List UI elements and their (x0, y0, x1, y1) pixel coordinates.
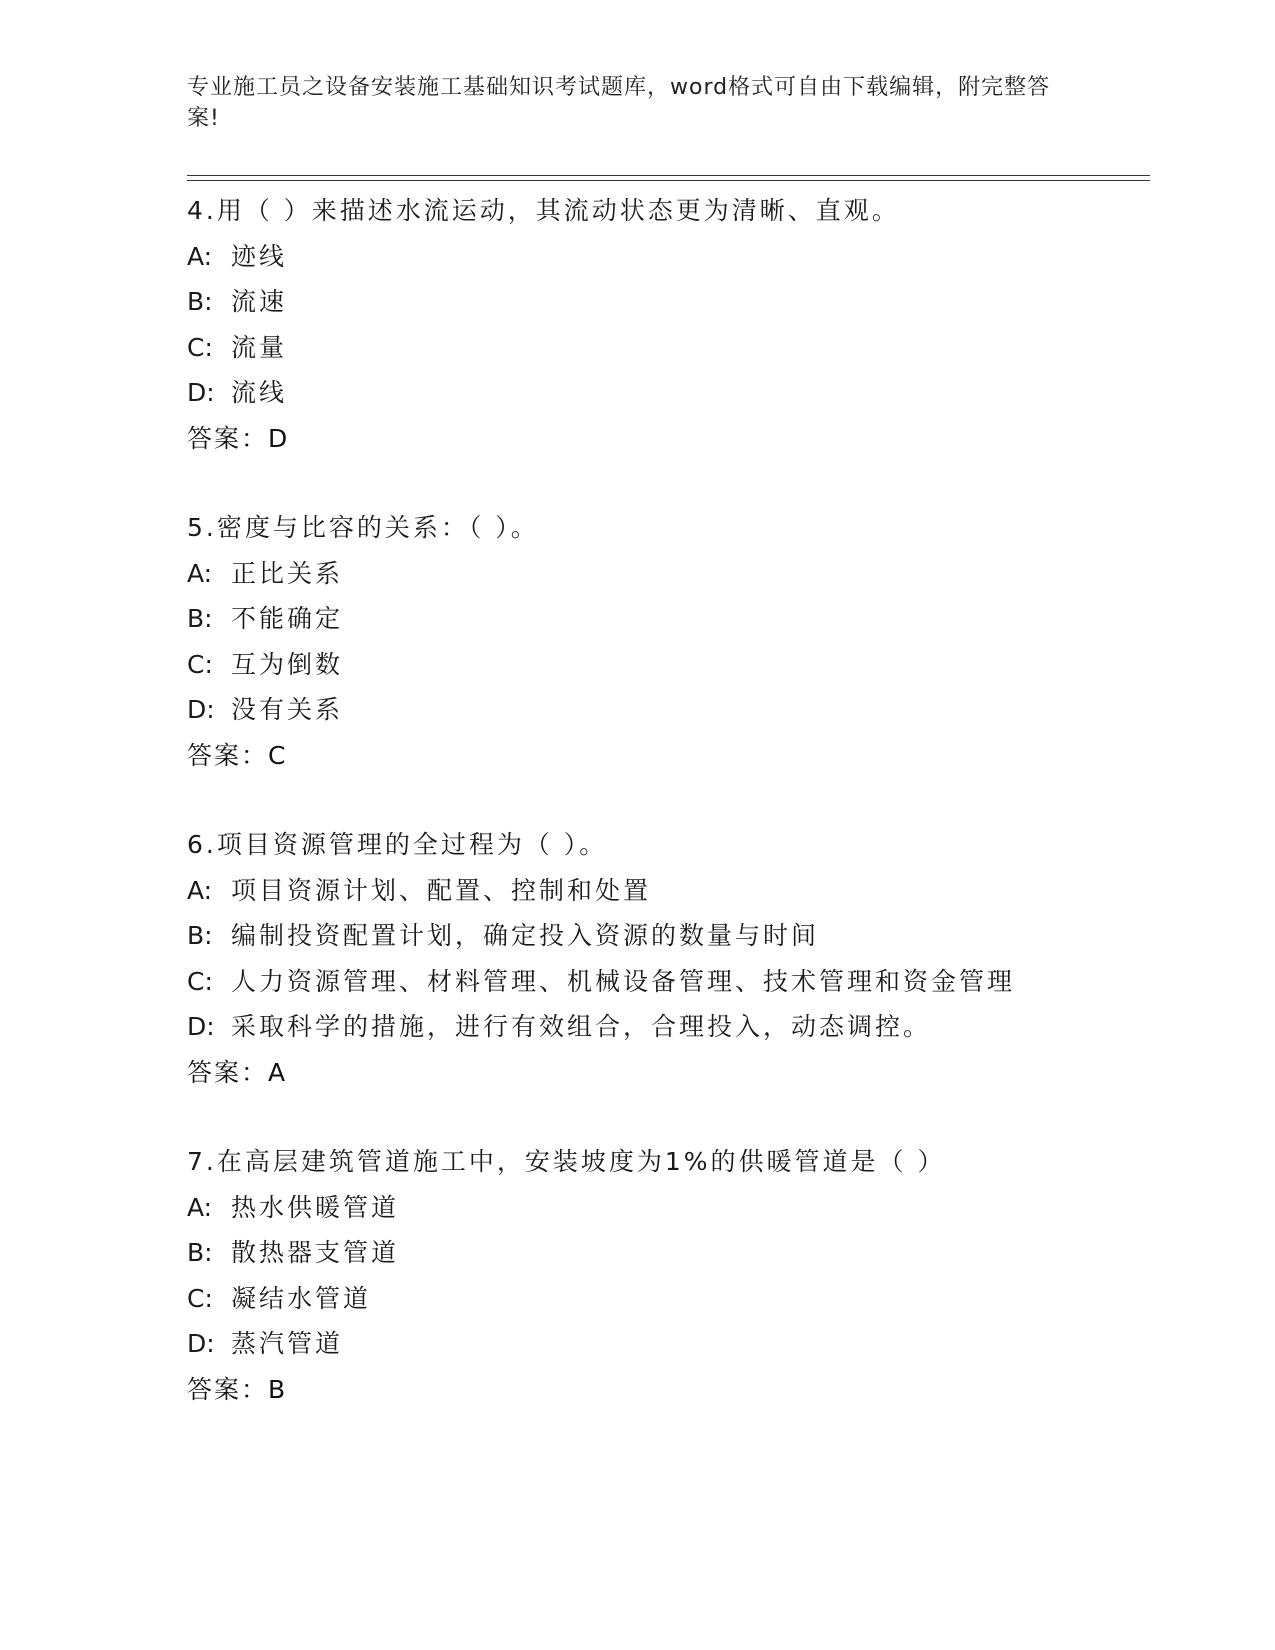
header-divider-bottom (187, 180, 1150, 181)
option-b (187, 596, 1147, 642)
option-a (187, 234, 1147, 280)
question-list (187, 188, 1147, 1412)
answer-line: 答案：D (187, 423, 290, 453)
question-spacer (187, 1095, 1147, 1139)
option-b (187, 279, 1147, 325)
option-b (187, 913, 1147, 959)
option-a (187, 868, 1147, 914)
option-text: 流线 (231, 378, 288, 407)
question-stem: 5.密度与比容的关系：（ ）。 (187, 513, 539, 542)
option-text: 采取科学的措施，进行有效组合，合理投入，动态调控。 (231, 1012, 932, 1041)
answer-line: 答案：A (187, 1057, 288, 1087)
option-c (187, 1276, 1147, 1322)
option-c (187, 325, 1147, 371)
option-text: 项目资源计划、配置、控制和处置 (231, 875, 652, 905)
option-d (187, 370, 1147, 416)
option-d (187, 687, 1147, 733)
option-letter: D: (187, 1329, 215, 1358)
answer-line: 答案：B (187, 1374, 288, 1404)
question-stem: 4.用（ ）来描述水流运动，其流动状态更为清晰、直观。 (187, 196, 900, 225)
option-text: 蒸汽管道 (231, 1329, 344, 1358)
document-header: 专业施工员之设备安装施工基础知识考试题库，word格式可自由下载编辑，附完整答案! (187, 75, 1051, 131)
option-d (187, 1321, 1147, 1367)
question-spacer (187, 778, 1147, 822)
option-letter: C: (187, 332, 213, 362)
option-a (187, 551, 1147, 597)
question-item (187, 1139, 1147, 1412)
option-letter: B: (187, 287, 213, 316)
option-text: 互为倒数 (231, 649, 344, 679)
option-letter: C: (187, 649, 213, 679)
option-text: 热水供暖管道 (231, 1192, 400, 1222)
option-letter: B: (187, 604, 213, 633)
option-text: 正比关系 (231, 558, 344, 588)
option-b (187, 1230, 1147, 1276)
option-text: 不能确定 (231, 604, 344, 633)
question-item (187, 505, 1147, 778)
option-text: 流速 (231, 287, 288, 316)
option-letter: D: (187, 695, 215, 724)
option-letter: C: (187, 966, 213, 996)
option-letter: A: (187, 875, 213, 905)
question-stem: 7.在高层建筑管道施工中，安装坡度为1%的供暖管道是（ ） (187, 1147, 946, 1176)
option-letter: A: (187, 241, 213, 271)
question-spacer (187, 461, 1147, 505)
option-text: 迹线 (231, 241, 288, 271)
option-text: 人力资源管理、材料管理、机械设备管理、技术管理和资金管理 (231, 966, 1016, 996)
option-text: 编制投资配置计划，确定投入资源的数量与时间 (231, 921, 820, 950)
option-text: 散热器支管道 (231, 1238, 400, 1267)
option-c (187, 642, 1147, 688)
option-d (187, 1004, 1147, 1050)
option-letter: D: (187, 1012, 215, 1041)
option-c (187, 959, 1147, 1005)
option-letter: C: (187, 1283, 213, 1313)
option-a (187, 1185, 1147, 1231)
option-letter: B: (187, 1238, 213, 1267)
option-letter: A: (187, 558, 213, 588)
option-letter: A: (187, 1192, 213, 1222)
option-letter: B: (187, 921, 213, 950)
header-divider-top (187, 175, 1150, 176)
option-letter: D: (187, 378, 215, 407)
question-item (187, 822, 1147, 1095)
answer-line: 答案：C (187, 740, 288, 770)
question-item (187, 188, 1147, 461)
question-stem: 6.项目资源管理的全过程为（ ）。 (187, 830, 608, 859)
option-text: 流量 (231, 332, 288, 362)
option-text: 没有关系 (231, 695, 344, 724)
option-text: 凝结水管道 (231, 1283, 372, 1313)
